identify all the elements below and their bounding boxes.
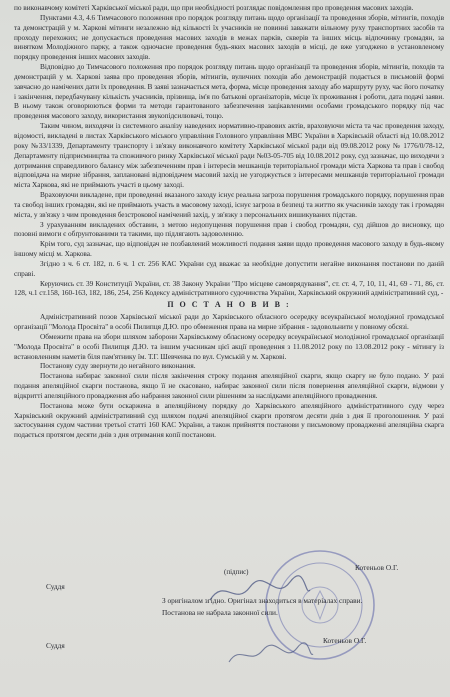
paragraph: Пунктами 4.3, 4.6 Тимчасового положення про порядок розгляду питань щодо організації та проведення зборів, мітингів, походів та демонстрацій у м. Харкові мітинги незалежно від кількості їх учасників не повинні заважати вільному руху транспортних засобів та проходу перехожих; не допускається проведення масових заходів в межах парків, скверів та інших місць відпочинку громадян, за винятком Молодіжного парку, а також одночасне проведення будь-яких масових заходів в місці, де вже узгоджено в установленому порядку проведення інших масових заходів. bbox=[14, 12, 444, 62]
resolution-heading: П О С Т А Н О В И В : bbox=[167, 300, 291, 310]
resolution-paragraph: Постанова може бути оскаржена в апеляційному порядку до Харківського апеляційного адміністративного суду через Харківський окружний адміністративний суд шляхом подачі апеляційної скарги протягом десяти днів з дня її проголошення. У разі застосування судом частини третьої статті 160 КАС України, а також прийняття постанови у письмовому провадженні апеляційна скарга подається протягом десяти днів з дня отримання копії постанови. bbox=[14, 400, 444, 440]
paragraph: Враховуючи викладене, при проведенні вказаного заходу існує реальна загроза порушення громадського порядку, порушення прав та свобод інших громадян, які не приймають участь в масовому заході, існує загроза в безпеці та життю як учасників заходу так і громадян міста, у зв'язку з чим проведення безстрокової намічений захід, у зв'язку з персональних вишикуваних підстав. bbox=[14, 190, 444, 219]
judge-name: Котеньов О.Г. bbox=[355, 563, 399, 572]
signature-icon bbox=[225, 640, 315, 670]
resolution-paragraph: Обмежити права на збори шляхом заборони Харківському обласному осередку всеукраїнської молодіжної громадської організації "Молода Просвіта" в особі Пилипця Д.Ю. та іншим учасникам цієї акції проведення з 11.08.2012 року по 13.08.2012 року - мітингу із встановленням наметів біля пам'ятнику їм. Т.Г. Шевченка по вул. Сумській у м. Харкові. bbox=[14, 331, 444, 361]
resolution-paragraph: Адміністративний позов Харківської міської ради до Харківського обласного осередку всеукраїнської молодіжної громадської організації "Молода Просвіта" в особі Пилипця Д.Ю. про обмеження права на мирне зібрання - задовольнити у повному обсязі. bbox=[14, 312, 444, 331]
document-body bbox=[14, 3, 444, 440]
copy-note: Постанова не набрала законної сили. bbox=[162, 608, 278, 617]
paragraph: Керуючись ст. 39 Конституції України, ст. 38 Закону України "Про місцеве самоврядування", ст. ст. 4, 7, 10, 11, 41, 69 - 71, 86, ст. 128, ч.1 ст.158, 160-163, 182, 186, 254, 256 Кодексу адміністративного судочинства України, Харківський окружний адміністративний суд, - bbox=[14, 278, 444, 298]
resolution-paragraph: Постанову суду звернути до негайного виконання. bbox=[40, 361, 196, 371]
signature-note: (підпис) bbox=[224, 568, 249, 576]
judge-label: Суддя bbox=[46, 582, 65, 591]
judge-name: Котеньов О.Г. bbox=[323, 636, 367, 645]
signature-icon bbox=[205, 572, 315, 612]
judge-label: Суддя bbox=[46, 641, 65, 650]
copy-note: З оригіналом згідно. Оригінал знаходиться в матеріалах справи. bbox=[162, 596, 363, 605]
resolution-paragraph: Постанова набирає законної сили після закінчення строку подання апеляційної скарги, якщо скаргу не було подано. У разі подання апеляційної скарги постанова, якщо її не скасовано, набирає законної сили після повернення апеляційної скарги, відмови у відкритті апеляційного провадження або набрання законної сили рішенням за наслідками апеляційного провадження. bbox=[14, 371, 444, 400]
paragraph: Згідно з ч. 6 ст. 182, п. 6 ч. 1 ст. 256 КАС України суд вважає за необхідне допустити негайне виконання постанови по даній справі. bbox=[14, 258, 444, 278]
paragraph: Таким чином, виходячи із системного аналізу наведених нормативно-правових актів, враховуючи міста та час проведення заходу, відомості, викладені в листах Харківського міського управління Головного управління МВС України в Харківській області від 10.08.2012 року №33/1339, Департаменту транспорту і зв'язку виконавчого комітету Харківської міської ради від 09.08.2012 року № 1776/0/78-12, Департаменту підприємництва та споживчого ринку Харківської міської ради №03-05-705 від 10.08.2012 року, суд зазначає, що виходячи з дотримання справедливого балансу між забезпеченням прав і інтересів мешканців територіальної громади міста Харкова та прав і свобод відповідача на мирне зібрання, заплановані відповідачем масовий захід не узгоджується з інтересами мешканців територіальної громади міста Харкова, які не приймають участі в цьому заході. bbox=[14, 121, 444, 190]
paragraph: Відповідно до Тимчасового положення про порядок розгляду питань щодо організації та проведення зборів, мітингів, походів та демонстрацій у м. Харкові заява про проведення зборів, мітингів, вуличних походів або демонстрацій подається в письмовій формі завчасно до намічених дати їх проведення. В заяві зазначається мета, форма, місце проведення заходу або маршруту руху, час його початку і закінчення, передбачувану кількість учасників, прізвища, ім'я по батькові організаторів, місце їх проживання і роботи, дата подачі заяви. В ньому також оговорюються форми та методи гарантованого забезпечення зацікавленими особами громадського порядку під час проведення масового заходу, використання звукопідсилювачі, тощо. bbox=[14, 62, 444, 121]
paragraph: Крім того, суд зазначає, що відповідач не позбавлений можливості подання заяви щодо проведення масового заходу в будь-якому іншому місці м. Харкова. bbox=[14, 239, 444, 259]
paragraph: по виконавчому комітеті Харківської міської ради, що при необхідності розглядає повідомлення про проведення масових заходів. bbox=[14, 3, 414, 12]
paragraph: З урахуванням викладених обставин, з метою недопущення порушення прав і свобод громадян, суд дійшов до висновку, що позовні вимоги є обґрунтованими та такими, що підлягають задоволенню. bbox=[14, 219, 444, 239]
